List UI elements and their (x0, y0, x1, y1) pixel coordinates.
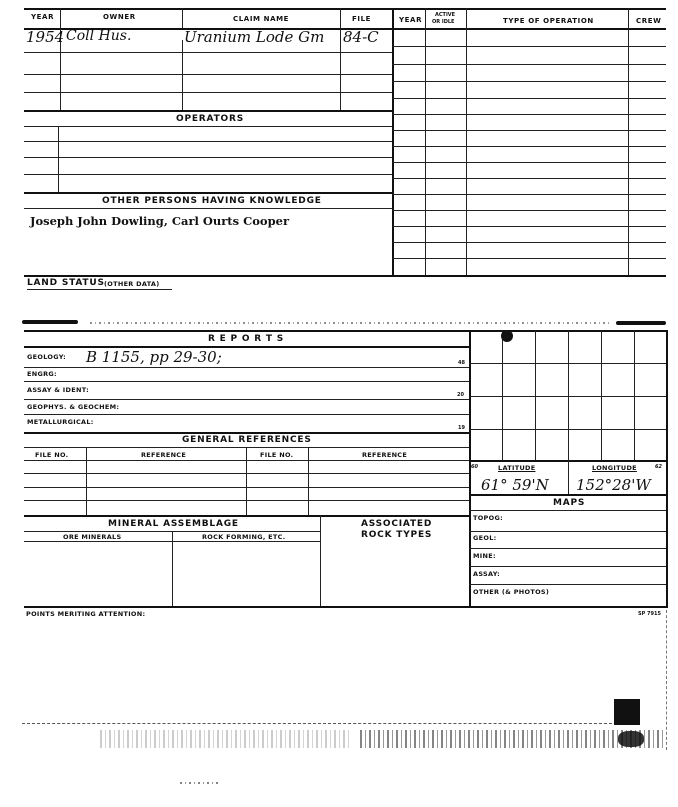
maps-other: OTHER (& PHOTOS) (473, 588, 550, 596)
assay-label: ASSAY & IDENT: (27, 386, 89, 394)
scan-blob-bottom (618, 731, 644, 747)
ref-file-no-1: FILE NO. (35, 451, 69, 459)
assay-num: 20 (457, 392, 464, 398)
header-active-line1: ACTIVE (435, 12, 456, 18)
scan-mark-right (616, 321, 666, 325)
header-active-line2: OR IDLE (432, 19, 455, 25)
rock-forming-label: ROCK FORMING, ETC. (202, 533, 286, 541)
metallurgical-label: METALLURGICAL: (27, 418, 94, 426)
longitude-label: LONGITUDE (592, 464, 637, 472)
header-claim-name: CLAIM NAME (233, 15, 290, 23)
ref-reference-2: REFERENCE (362, 451, 408, 459)
scan-block-bottom (614, 699, 640, 725)
reports-title: R E P O R T S (208, 334, 285, 344)
header-crew: CREW (636, 17, 662, 25)
geology-value: B 1155, pp 29-30; (86, 348, 222, 366)
scan-mark-left (22, 320, 78, 324)
bottom-rule (22, 723, 622, 724)
latitude-value: 61° 59'N (481, 476, 549, 494)
owner-name-value: Coll Hus. (66, 28, 132, 44)
other-persons-text: Joseph John Dowling, Carl Ourts Cooper (30, 214, 290, 228)
scan-noise-bottom-3 (180, 782, 220, 784)
mineral-assemblage-title: MINERAL ASSEMBLAGE (108, 519, 239, 529)
form-code: SP 7915 (638, 611, 661, 617)
scan-noise-bottom-1 (100, 730, 350, 748)
points-title: POINTS MERITING ATTENTION: (26, 610, 146, 618)
land-status-sub: (OTHER DATA) (104, 280, 160, 288)
header-type-of-operation: TYPE OF OPERATION (503, 17, 594, 25)
maps-topog: TOPOG: (473, 514, 503, 522)
maps-geol: GEOL: (473, 534, 497, 542)
scan-noise-mid (90, 322, 610, 324)
header-year-2: YEAR (399, 16, 423, 24)
longitude-value: 152°28'W (576, 476, 651, 494)
geology-num: 48 (458, 360, 465, 366)
maps-title: MAPS (553, 498, 586, 508)
file-value: 84-C (343, 28, 379, 46)
associated-rock-line1: ASSOCIATED (361, 519, 433, 529)
ref-file-no-2: FILE NO. (260, 451, 294, 459)
geology-label: GEOLOGY: (27, 353, 67, 361)
corner-left-value: 60 (471, 464, 478, 470)
corner-right-value: 62 (655, 464, 662, 470)
maps-assay: ASSAY: (473, 570, 501, 578)
operators-title: OPERATORS (176, 114, 244, 124)
ref-reference-1: REFERENCE (141, 451, 187, 459)
header-file: FILE (352, 15, 372, 23)
geophys-label: GEOPHYS. & GEOCHEM: (27, 403, 120, 411)
land-status-title: LAND STATUS (27, 278, 105, 288)
header-owner: OWNER (103, 13, 136, 21)
maps-mine: MINE: (473, 552, 496, 560)
ore-minerals-label: ORE MINERALS (63, 533, 122, 541)
general-references-title: GENERAL REFERENCES (182, 435, 312, 445)
other-persons-title: OTHER PERSONS HAVING KNOWLEDGE (102, 196, 322, 206)
latitude-label: LATITUDE (498, 464, 536, 472)
metallurgical-num: 19 (458, 425, 465, 431)
claim-name-value: Uranium Lode Gm (184, 28, 325, 46)
owner-year-value: 1954 (26, 28, 65, 46)
header-year: YEAR (31, 13, 55, 21)
associated-rock-line2: ROCK TYPES (361, 530, 433, 540)
engrg-label: ENGRG: (27, 370, 57, 378)
punch-hole (501, 330, 513, 342)
